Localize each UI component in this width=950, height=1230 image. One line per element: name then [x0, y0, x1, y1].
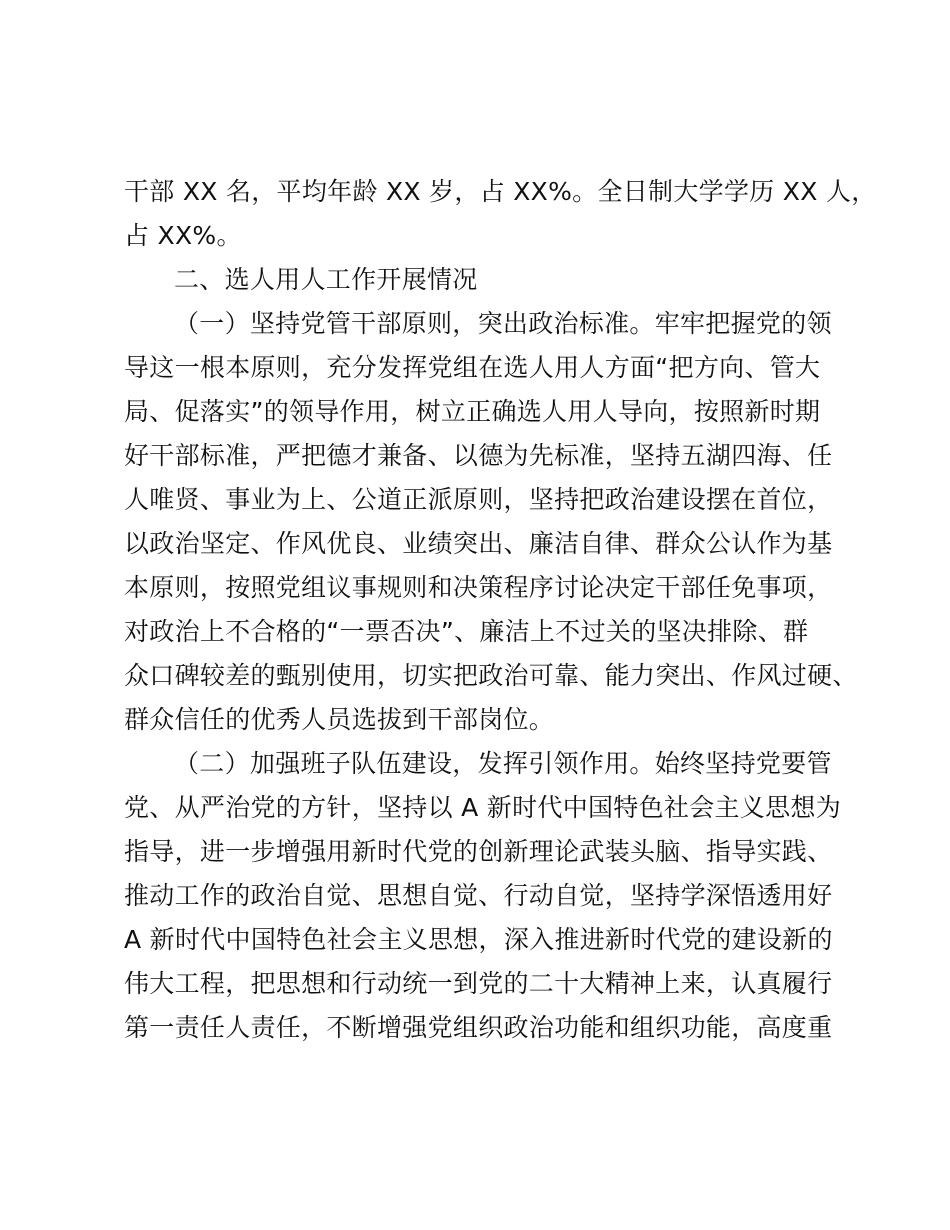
paragraph-1-line: （一）坚持党管干部原则，突出政治标准。牢牢把握党的领 — [174, 309, 832, 338]
paragraph-1-line: 本原则，按照党组议事规则和决策程序讨论决定干部任免事项， — [124, 573, 833, 602]
paragraph-2-line: 伟大工程，把思想和行动统一到党的二十大精神上来，认真履行 — [124, 969, 833, 998]
body-text-line: 干部 XX 名，平均年龄 XX 岁，占 XX%。全日制大学学历 XX 人， — [124, 177, 877, 206]
paragraph-1-line: 群众信任的优秀人员选拔到干部岗位。 — [124, 705, 555, 734]
body-text-line: 占 XX%。 — [124, 221, 242, 250]
paragraph-1-line: 导这一根本原则，充分发挥党组在选人用人方面“把方向、管大 — [124, 353, 821, 382]
section-heading: 二、选人用人工作开展情况 — [174, 265, 478, 294]
paragraph-1-line: 人唯贤、事业为上、公道正派原则，坚持把政治建设摆在首位， — [124, 485, 833, 514]
paragraph-1-line: 对政治上不合格的“一票否决”、廉洁上不过关的坚决排除、群 — [124, 617, 809, 646]
paragraph-1-line: 以政治坚定、作风优良、业绩突出、廉洁自律、群众公认作为基 — [124, 529, 833, 558]
paragraph-1-line: 好干部标准，严把德才兼备、以德为先标准，坚持五湖四海、任 — [124, 441, 833, 470]
paragraph-2-line: A 新时代中国特色社会主义思想，深入推进新时代党的建设新的 — [124, 925, 833, 954]
paragraph-2-line: （二）加强班子队伍建设，发挥引领作用。始终坚持党要管 — [174, 749, 832, 778]
paragraph-2-line: 指导，进一步增强用新时代党的创新理论武装头脑、指导实践、 — [124, 837, 833, 866]
paragraph-1-line: 众口碑较差的甄别使用，切实把政治可靠、能力突出、作风过硬、 — [124, 661, 858, 690]
paragraph-2-line: 党、从严治党的方针，坚持以 A 新时代中国特色社会主义思想为 — [124, 793, 841, 822]
paragraph-2-line: 第一责任人责任，不断增强党组织政治功能和组织功能，高度重 — [124, 1013, 833, 1042]
paragraph-1-line: 局、促落实”的领导作用，树立正确选人用人导向，按照新时期 — [124, 397, 821, 426]
paragraph-2-line: 推动工作的政治自觉、思想自觉、行动自觉，坚持学深悟透用好 — [124, 881, 833, 910]
